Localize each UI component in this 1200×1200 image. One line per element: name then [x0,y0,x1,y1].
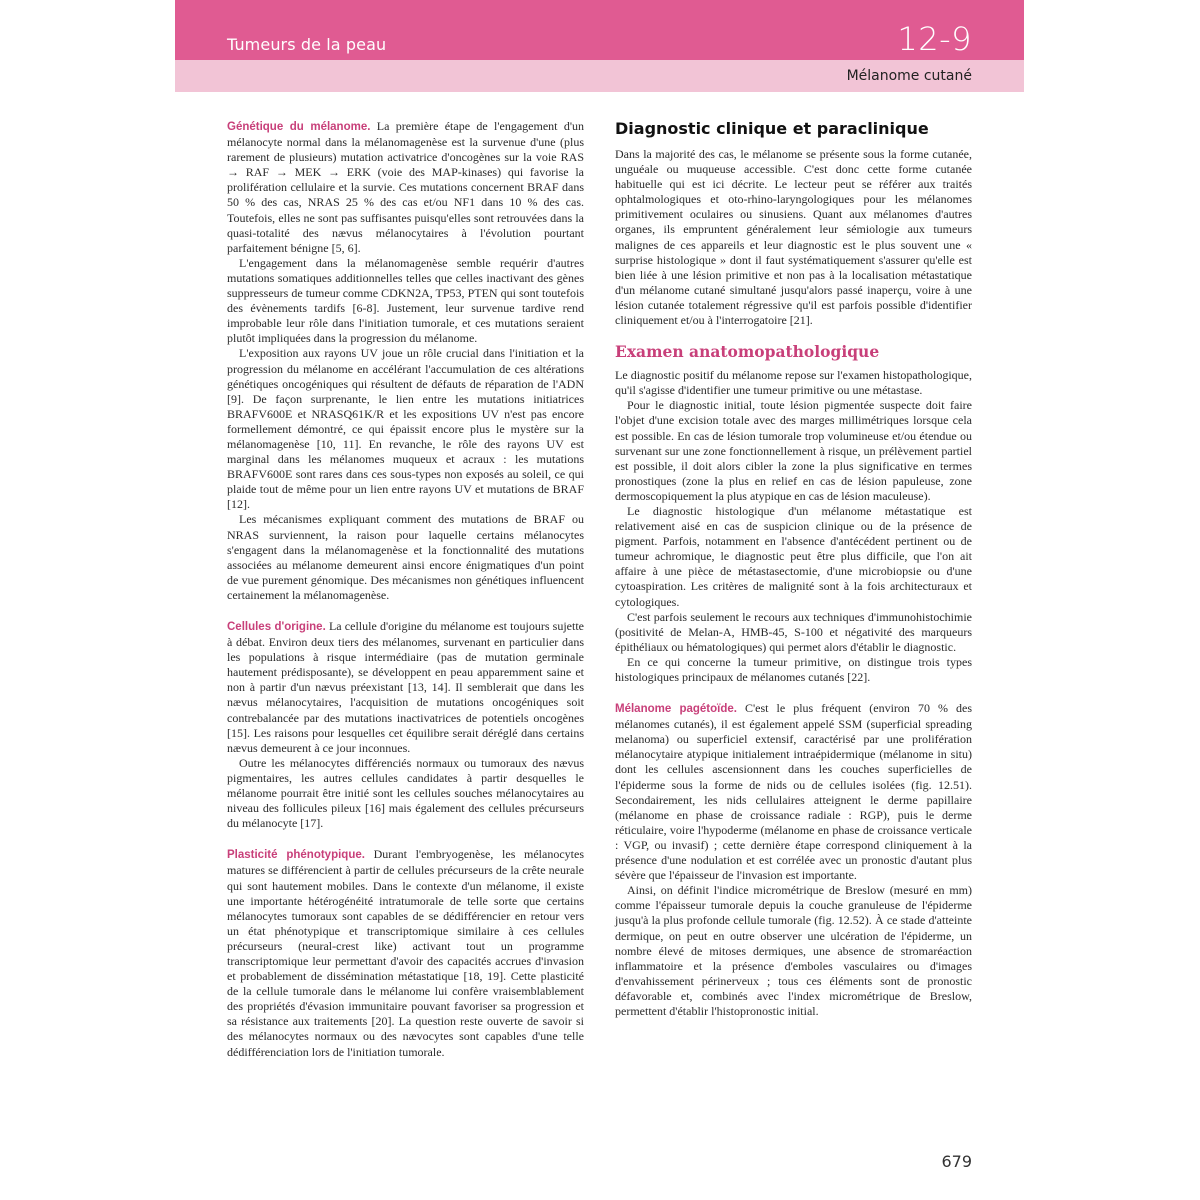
subsection-title: Mélanome cutané [846,68,972,84]
paragraph: Le diagnostic positif du mélanome repose sur l'examen histopathologique, qu'il s'agisse d'identifier une tumeur primitive ou une métastase. [615,368,972,398]
chapter-banner [175,0,1024,60]
paragraph-lead: Cellules d'origine. [227,621,326,633]
paragraph-lead: Mélanome pagétoïde. [615,703,737,716]
paragraph [227,619,584,756]
paragraph: Pour le diagnostic initial, toute lésion pigmentée suspecte doit faire l'objet d'une excision totale avec des marges millimétriques lorsque cela est possible. En cas de lésion tumorale trop volumineuse et/ou étendue ou survenant sur une zone fonctionnellement à risque, un prélèvement partiel est possible, il doit alors cibler la zone la plus significative en termes pronostiques (zone la plus en relief en cas de lésion papuleuse, zone dermoscopiquement la plus atypique en cas de lésion maculeuse). [615,398,972,503]
paragraph [227,847,584,1059]
section-heading: Diagnostic clinique et paraclinique [615,119,929,138]
paragraph: Les mécanismes expliquant comment des mutations de BRAF ou NRAS surviennent, la raison pour laquelle certains mélanocytes s'engagent dans la mélanomagenèse et la fonctionnalité des mutations associées au mélanome demeurent ainsi encore énigmatiques d'un point de vue purement génomique. Des mécanismes non génétiques influencent certainement la mélanomagenèse. [227,512,584,602]
paragraph [615,701,972,883]
paragraph: L'exposition aux rayons UV joue un rôle crucial dans l'initiation et la progression du mélanome en accélérant l'accumulation de ces altérations génétiques oncogéniques qui résultent de défauts de réparation de l'ADN [9]. De façon surprenante, le lien entre les mutations initiatrices BRAFV600E et NRASQ61K/R et les expositions UV n'est pas encore formellement démontré, ce qui épaissit encore plus le mystère sur la mélanomagenèse [10, 11]. En revanche, le rôle des rayons UV est marginal dans les mélanomes muqueux et acraux : les mutations BRAFV600E sont rares dans ces sous-types non exposés au soleil, ce qui plaide tout de même pour un lien entre rayons UV et mutations de BRAF [12]. [227,346,584,512]
paragraph: L'engagement dans la mélanomagenèse semble requérir d'autres mutations somatiques additionnelles telles que celles inactivant des gènes suppresseurs de tumeur comme CDKN2A, TP53, PTEN qui sont toutefois des évènements tardifs [6-8]. Justement, leur survenue tardive rend improbable leur rôle dans l'initiation tumorale, et ces mutations seraient plutôt impliquées dans la progression du mélanome. [227,255,584,346]
paragraph-lead: Génétique du mélanome. [227,121,371,133]
right-column [615,119,972,1019]
paragraph: Dans la majorité des cas, le mélanome se présente sous la forme cutanée, unguéale ou muqueuse accessible. C'est donc cette forme cutanée habituelle qui est ici décrite. Le lecteur peut se référer aux traités ophtalmologiques et oto-rhino-laryngologiques pour les mélanomes primitivement oculaires ou sinusiens. Quant aux mélanomes d'autres organes, ils empruntent généralement leur sémiologie aux tumeurs malignes de ces appareils et leur diagnostic est le plus souvent une « surprise histologique » dont il faut systématiquement s'assurer qu'elle est bien liée à une lésion primitive et non pas à la localisation métastatique d'un mélanome cutané simultané jusqu'alors passé inaperçu, voire à une lésion cutanée totalement régressive qu'il est parfois possible d'identifier cliniquement et/ou à l'interrogatoire [21]. [615,147,972,328]
paragraph: Outre les mélanocytes différenciés normaux ou tumoraux des nævus pigmentaires, les autres cellules candidates à partir desquelles le mélanome pourrait être initié sont les cellules souches mélanocytaires au niveau des follicules pileux [16] mais également des cellules précurseurs du mélanocyte [17]. [227,755,584,831]
paragraph-text: C'est le plus fréquent (environ 70 % des mélanomes cutanés), il est également appelé SSM (superficial spreading melanoma) ou superficiel extensif, caractérisé par une prolifération mélanocytaire atypique initialement intraépidermique (mélanome in situ) dont les cellules ascensionnent dans les couches superficielles de l'épiderme sous la forme de nids ou de cellules isolées (fig. 12.51). Secondairement, les nids cellulaires atteignent le derme papillaire (mélanome en phase de croissance radiale : RGP), puis le derme réticulaire, voire l'hypoderme (mélanome en phase de croissance verticale : VGP, ou invasif) ; cette dernière étape correspond cliniquement à la présence d'une nodulation et est corrélée avec un pronostic d'autant plus sévère que l'épaisseur de l'invasion est importante. [615,701,972,883]
paragraph: C'est parfois seulement le recours aux techniques d'immunohistochimie (positivité de Melan-A, HMB-45, S-100 et négativité des marqueurs épithéliaux ou hématologiques) qui permet alors d'établir le diagnostic. [615,609,972,654]
page-number: 679 [941,1152,972,1171]
subsection-banner [175,60,1024,92]
paragraph-lead: Plasticité phénotypique. [227,849,365,862]
section-number: 12-9 [897,20,972,58]
paragraph: Ainsi, on définit l'indice micrométrique de Breslow (mesuré en mm) comme l'épaisseur tumorale depuis la couche granuleuse de l'épiderme jusqu'à la plus profonde cellule tumorale (fig. 12.52). À ce stade d'atteinte dermique, on peut en outre observer une ulcération de l'épiderme, un nombre élevé de mitoses dermiques, une absence de stromaréaction inflammatoire et la présence d'emboles vasculaires ou d'images d'envahissement périnerveux ; tous ces éléments sont de pronostic défavorable et, combinés avec l'index micrométrique de Breslow, permettent d'établir l'histopronostic initial. [615,883,972,1018]
paragraph-text: La cellule d'origine du mélanome est toujours sujette à débat. Environ deux tiers des mélanomes, survenant en particulier dans les populations à risque intermédiaire (pas de mutation germinale hautement prédisposante), se développent en peau apparemment saine et non à partir d'un nævus préexistant [13, 14]. Il semblerait que dans les nævus mélanocytaires, l'acquisition de mutations oncogéniques soit contrebalancée par des mutations inactivatrices de potentiels oncogènes [15]. Les raisons pour lesquelles cet équilibre serait déréglé dans certains nævus demeurent à ce jour inconnues. [227,619,585,755]
left-column [227,119,584,1060]
paragraph [227,119,584,256]
paragraph: Le diagnostic histologique d'un mélanome métastatique est relativement aisé en cas de suspicion clinique ou de la présence de pigment. Parfois, notamment en l'absence d'antécédent pertinent ou de tumeur achromique, le diagnostic peut être plus difficile, que l'on ait affaire à une pièce de métastasectomie, d'une microbiopsie ou d'une cytoaspiration. Les critères de malignité sont à la fois architecturaux et cytologiques. [615,503,972,609]
paragraph-text: La première étape de l'engagement d'un mélanocyte normal dans la mélanomagenèse est la survenue d'une (plus rarement de plusieurs) mutation activatrice d'oncogènes sur la voie RAS → RAF → MEK → ERK (voie des MAP-kinases) qui favorise la prolifération cellulaire et la survie. Ces mutations concernent BRAF dans 50 % des cas, NRAS 25 % des cas et/ou NF1 dans 10 % des cas. Toutefois, elles ne sont pas suffisantes puisqu'elles sont retrouvées dans la quasi-totalité des nævus mélanocytaires à l'évolution pourtant parfaitement bénigne [5, 6]. [227,119,584,255]
paragraph-text: Durant l'embryogenèse, les mélanocytes matures se différencient à partir de cellules précurseurs de la crête neurale qui sont hautement mobiles. Dans le contexte d'un mélanome, il existe une importante hétérogénéité intratumorale de telle sorte que certains mélanocytes tumoraux sont capables de se dédifférencier en retour vers un état phénotypique et transcriptomique similaire à ces cellules précurseurs (neural-crest like) activant tout un programme transcriptomique leur permettant d'avoir des capacités accrues d'invasion et probablement de dissémination métastatique [18, 19]. Cette plasticité de la cellule tumorale dans le mélanome lui confère vraisemblablement des propriétés d'évasion immunitaire pouvant favoriser sa progression et sa résistance aux traitements [20]. La question reste ouverte de savoir si des mélanocytes normaux ou des nævocytes sont capables d'une telle dédifférenciation lors de l'initiation tumorale. [227,847,584,1059]
section-heading: Examen anatomopathologique [615,342,880,362]
book-page [175,0,1024,1200]
chapter-title: Tumeurs de la peau [227,35,387,54]
paragraph: En ce qui concerne la tumeur primitive, on distingue trois types histologiques principaux de mélanomes cutanés [22]. [615,654,972,684]
